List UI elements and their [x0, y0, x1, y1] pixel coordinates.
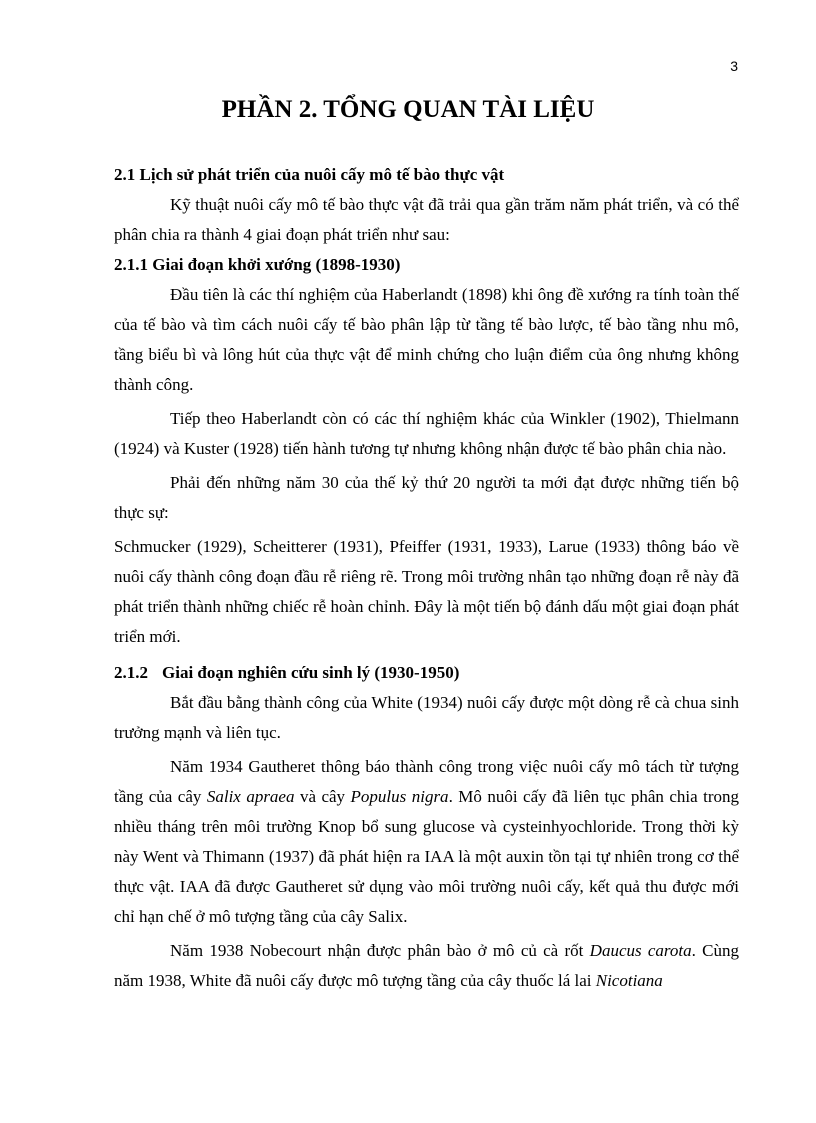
- text-span: và cây: [294, 787, 351, 806]
- paragraph: Phải đến những năm 30 của thế kỷ thứ 20 người ta mới đạt được những tiến bộ thực sự:: [114, 473, 739, 522]
- section-heading-text: Giai đoạn nghiên cứu sinh lý (1930-1950): [162, 663, 460, 682]
- page-number: 3: [730, 58, 738, 74]
- paragraph: Đầu tiên là các thí nghiệm của Haberlandt (1898) khi ông đề xướng ra tính toàn thế của tế bào và tìm cách nuôi cấy tế bào phân lập từ tầng tế bào lược, tế bào tầng nhu mô, tầng biểu bì và lông hút của thực vật để minh chứng cho luận điểm của ông nhưng không thành công.: [114, 285, 739, 394]
- section-heading-2-1-1: 2.1.1 Giai đoạn khởi xướng (1898-1930): [114, 255, 401, 274]
- text-span: . Cùng năm 1938, White đã nuôi cấy được mô tượng tầng của cây thuốc lá lai: [114, 941, 739, 990]
- paragraph: Kỹ thuật nuôi cấy mô tế bào thực vật đã trải qua gần trăm năm phát triển, và có thể phân chia ra thành 4 giai đoạn phát triển như sau:: [114, 195, 739, 244]
- text-span: Năm 1938 Nobecourt nhận được phân bào ở mô củ cà rốt: [170, 941, 590, 960]
- paragraph: Bắt đầu bằng thành công của White (1934) nuôi cấy được một dòng rễ cà chua sinh trưởng mạnh và liên tục.: [114, 693, 739, 742]
- section-heading-2-1: 2.1 Lịch sử phát triển của nuôi cấy mô tế bào thực vật: [114, 165, 505, 184]
- text-span: . Mô nuôi cấy đã liên tục phân chia trong nhiều tháng trên môi trường Knop bổ sung glucose và cysteinhyochloride. Trong thời kỳ này Went và Thimann (1937) đã phát hiện ra IAA là một auxin tồn tại tự nhiên trong cơ thể thực vật. IAA đã được Gautheret sử dụng vào môi trường nuôi cấy, kết quả thu được mới chỉ hạn chế ở mô tượng tầng của cây Salix.: [114, 787, 740, 926]
- paragraph: Schmucker (1929), Scheitterer (1931), Pfeiffer (1931, 1933), Larue (1933) thông báo về nuôi cấy thành công đoạn đầu rễ riêng rẽ. Trong môi trường nhân tạo những đoạn rễ này đã phát triển thành những chiếc rễ hoàn chỉnh. Đây là một tiến bộ đánh dấu một giai đoạn phát triển mới.: [114, 537, 739, 646]
- document-body: [114, 160, 739, 996]
- section-heading-2-1-2: [114, 658, 739, 688]
- species-name: Daucus carota: [589, 941, 692, 960]
- page-title: PHẦN 2. TỔNG QUAN TÀI LIỆU: [221, 96, 595, 123]
- text-span: Năm 1934 Gautheret thông báo thành công trong việc nuôi cấy mô tách từ tượng tầng của cây: [114, 757, 739, 806]
- species-name: Populus nigra: [350, 787, 449, 806]
- section-number: 2.1.2: [114, 663, 148, 682]
- species-name: Nicotiana: [595, 971, 663, 990]
- species-name: Salix apraea: [206, 787, 295, 806]
- paragraph: Tiếp theo Haberlandt còn có các thí nghiệm khác của Winkler (1902), Thielmann (1924) và Kuster (1928) tiến hành tương tự nhưng không nhận được tế bào phân chia nào.: [114, 409, 739, 458]
- paragraph: [114, 752, 739, 932]
- paragraph: [114, 936, 739, 996]
